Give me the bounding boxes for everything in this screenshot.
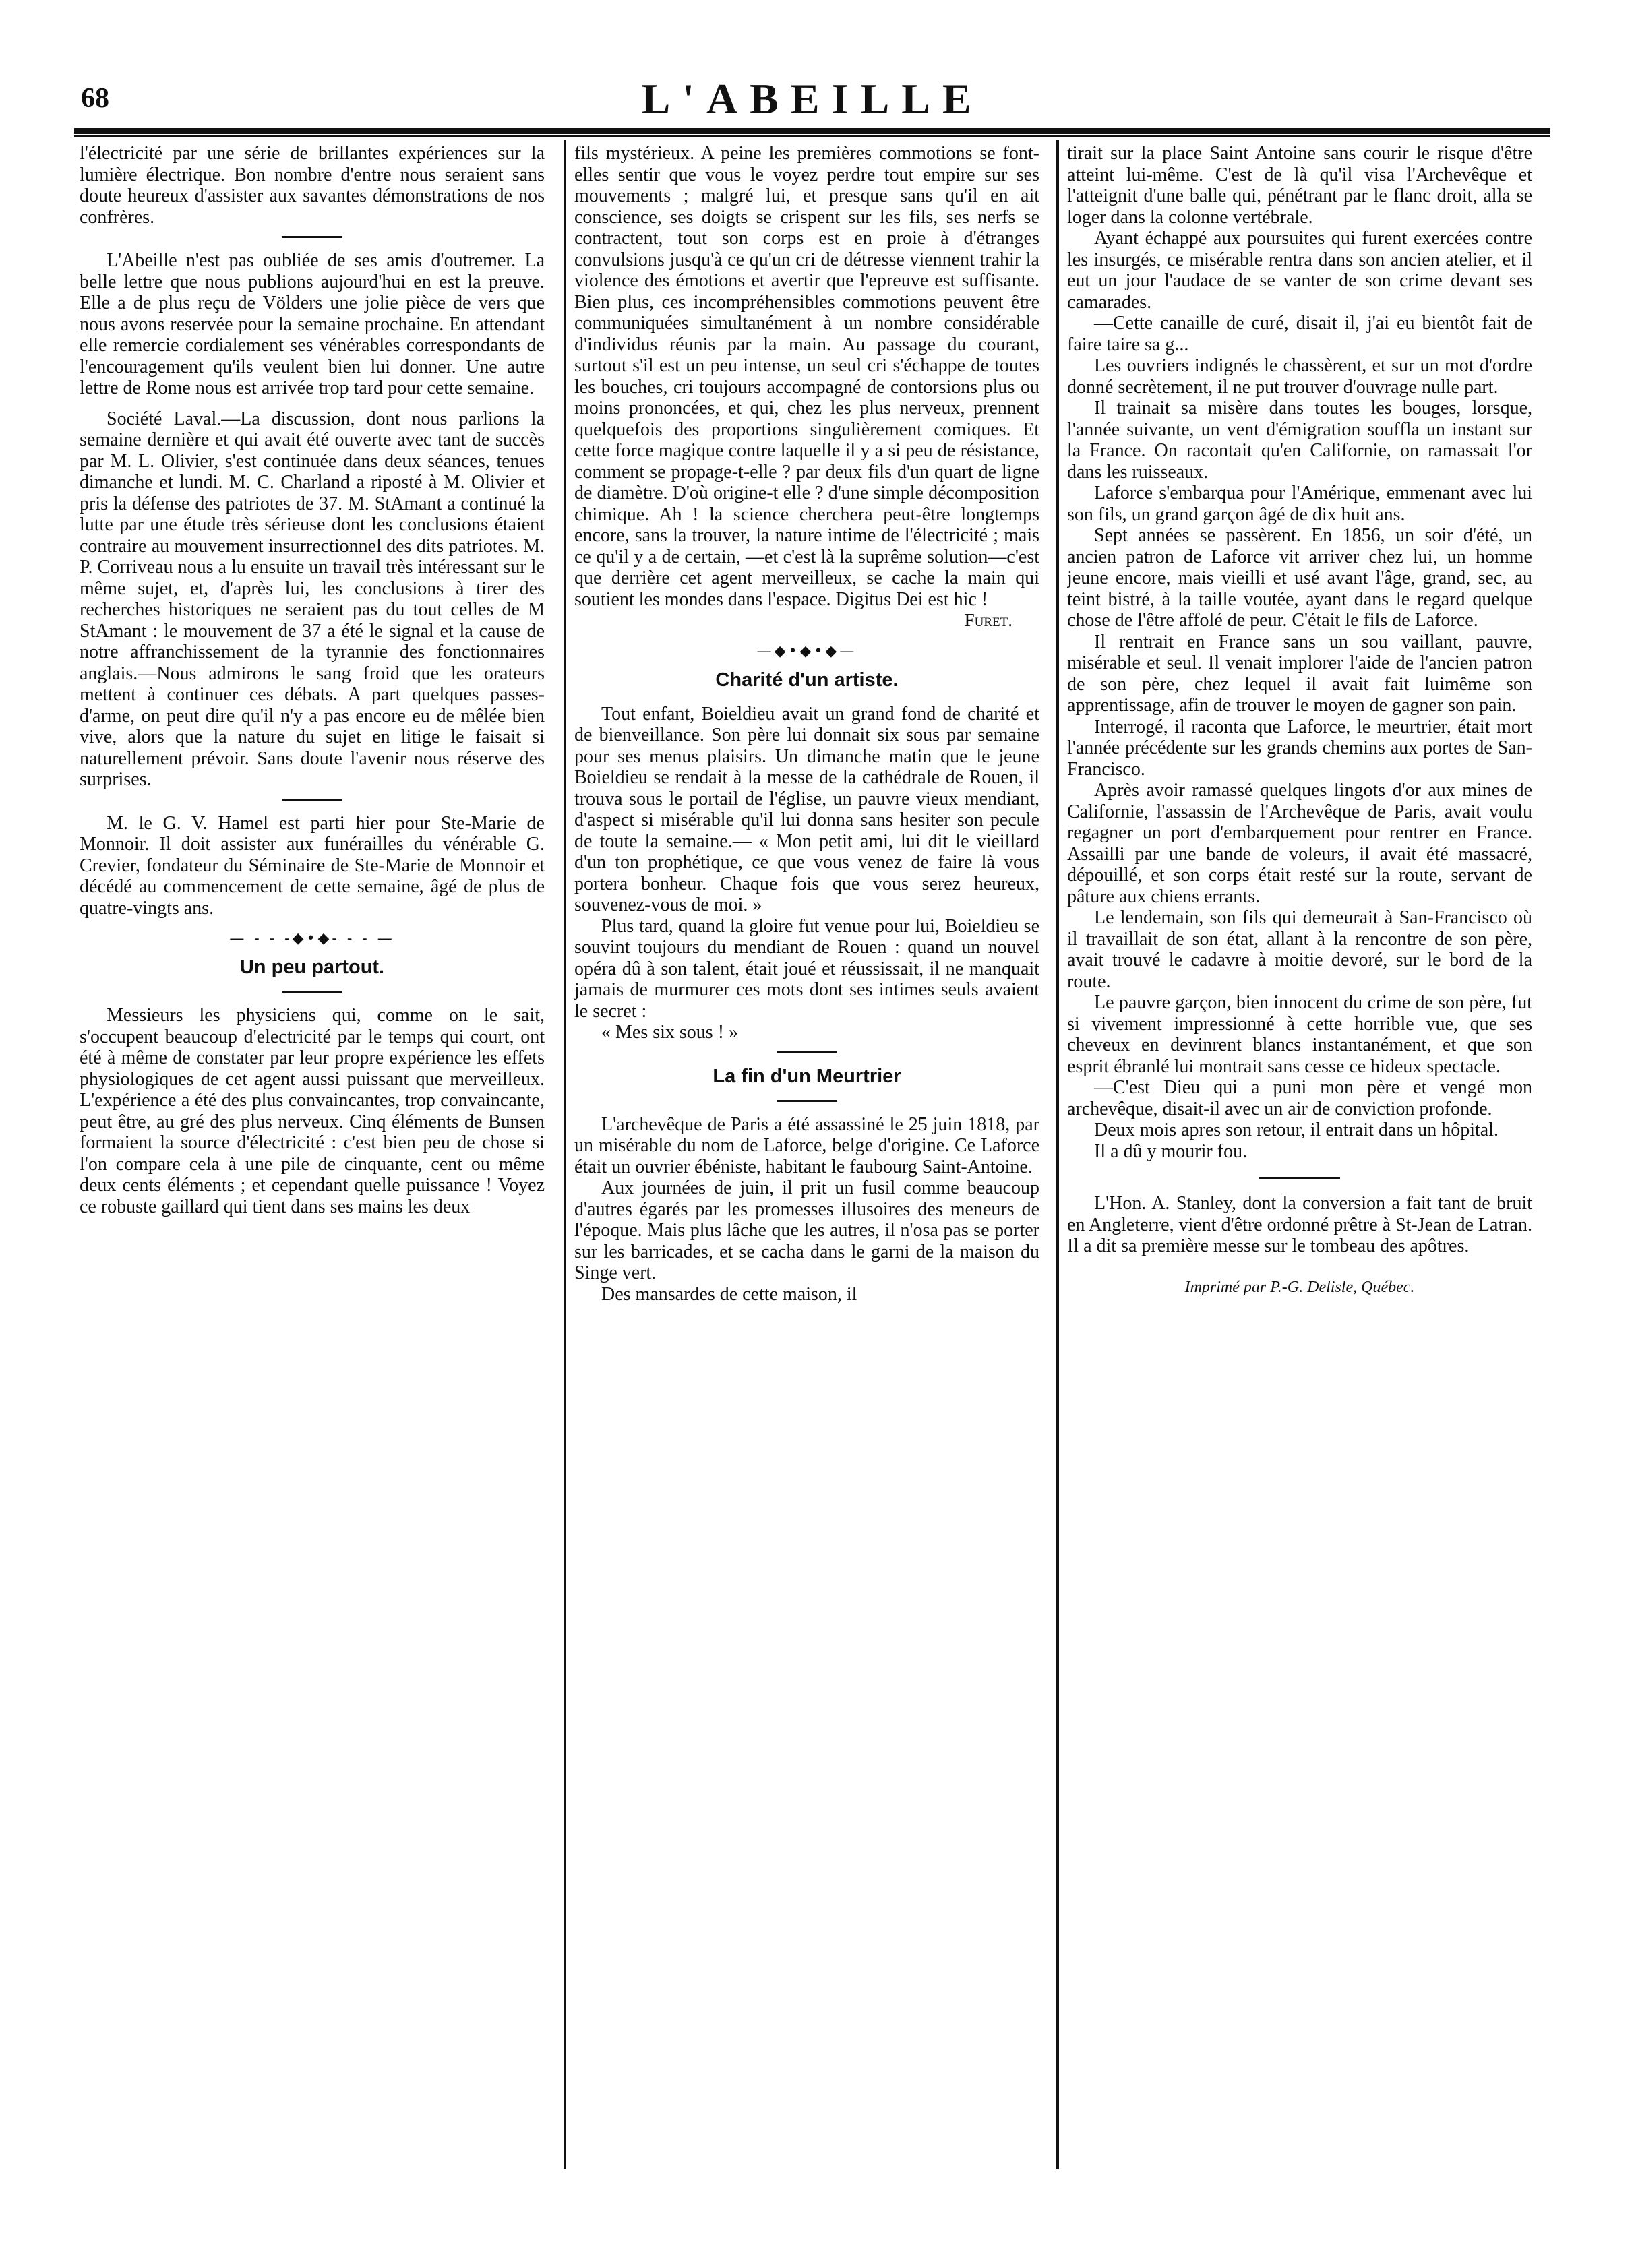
paragraph: Il rentrait en France sans un sou vaillant, pauvre, misérable et seul. Il venait implorer l'aide de l'ancien patron de son père, chez lequel il avait fait luimême son apprentissage, afin de trouver le moyen de gagner son pain.	[1067, 631, 1532, 716]
paragraph: Des mansardes de cette maison, il	[601, 1283, 857, 1305]
paragraph: Plus tard, quand la gloire fut venue pour lui, Boieldieu se souvint toujours du mendiant de Rouen : quand un nouvel opéra dû à son talent, était joué et réussissait, il ne manquait jamais de murmurer ces mots dont ses intimes seuls avaient le secret :	[574, 915, 1039, 1022]
paragraph: Interrogé, il raconta que Laforce, le meurtrier, était mort l'année précédente sur les grands chemins aux portes de San-Francisco.	[1067, 716, 1532, 780]
paragraph: fils mystérieux. A peine les premières commotions se font-elles sentir que vous le voyez perdre tout empire sur ses mouvements ; malgré lui, et presque sans qu'il en ait conscience, ses doigts se crispent sur les fils, ses nerfs se contractent, tout son corps est en proie à d'étranges convulsions jusqu'à ce qu'un cri de détresse viennent trahir la violence des émotions et avertir que l'epreuve est suffisante. Bien plus, ces incompréhensibles commotions peuvent être communiquées simultanément à un nombre considérable d'individus réunis par la main. Au passage du courant, surtout s'il est un peu intense, un seul cri s'échappe de toutes les bouches, cri toujours accompagné de contorsions plus ou moins prononcées, et qui, chez les plus nerveux, prennent quelquefois des proportions singulièrement comiques. Et cette force magique contre laquelle il y a si peu de résistance, comment se propage-t-elle ? par deux fils d'un quart de ligne de diamètre. D'où origine-t elle ? d'une simple décomposition chimique. Ah ! la science cherchera peut-être longtemps encore, sans la trouver, la nature intime de l'électricité ; mais ce qu'il y a de certain, —et c'est là la suprême solution—c'est que derrière cet agent merveilleux, se cache la main qui soutient les mondes dans l'espace. Digitus Dei est hic !	[574, 143, 1039, 610]
paragraph: l'électricité par une série de brillantes expériences sur la lumière électrique. Bon nombre d'entre nous seraient sans doute heureux d'assister aux savantes démonstrations de nos confrères.	[80, 143, 545, 228]
paragraph: Il trainait sa misère dans toutes les bouges, lorsque, l'année suivante, un vent d'émigration souffla un instant sur la France. On racontait qu'en Californie, on ramassait l'or dans les ruisseaux.	[1067, 398, 1532, 483]
ornament-divider: — - - -◆•◆- - - —	[229, 930, 395, 947]
paragraph: Aux journées de juin, il prit un fusil comme beaucoup d'autres égarés par les promesses illusoires des meneurs de l'époque. Mais plus lâche que les autres, il n'osa pas se porter sur les barricades, et se cacha dans le garni de la maison du Singe vert.	[574, 1177, 1039, 1283]
column-rule-1	[564, 140, 566, 2169]
paragraph: Tout enfant, Boieldieu avait un grand fond de charité et de bienveillance. Son père lui donnait six sous par semaine pour ses menus plaisirs. Un dimanche matin que le jeune Boieldieu se rendait à la messe de la cathédrale de Rouen, il trouva sous le portail de l'église, un pauvre vieux mendiant, d'aspect si misérable qu'il lui donna sans hesiter son pecule de toute la semaine.— « Mon petit ami, lui dit le vieillard d'un ton prophétique, ce que vous venez de faire là vous portera bonheur. Chaque fois que vous serez heureux, souvenez-vous de moi. »	[574, 703, 1039, 915]
paragraph: Deux mois apres son retour, il entrait dans un hôpital.	[1094, 1120, 1499, 1140]
paragraph: —Cette canaille de curé, disait il, j'ai eu bientôt fait de faire taire sa g...	[1067, 313, 1532, 355]
page-header	[74, 74, 1550, 128]
article-title: La fin d'un Meurtrier	[713, 1065, 901, 1087]
spacer	[80, 399, 545, 408]
column-2	[574, 143, 1039, 2205]
paragraph: Sept années se passèrent. En 1856, un soir d'été, un ancien patron de Laforce vit arriver chez lui, un homme jeune encore, mais vieilli et usé avant l'âge, grand, sec, au teint bistré, à la taille voutée, ayant dans le regard quelque chose de l'être affolé de peur. C'était le fils de Laforce.	[1067, 525, 1532, 631]
paragraph: Ayant échappé aux poursuites qui furent exercées contre les insurgés, ce misérable rentra dans son ancien atelier, et il eut un jour l'audace de se vanter de son crime devant ses camarades.	[1067, 228, 1532, 313]
paragraph: Société Laval.—La discussion, dont nous parlions la semaine dernière et qui avait été ouverte avec tant de succès par M. L. Olivier, s'est continuée dans deux séances, tenues dimanche et lundi. M. C. Charland a riposté à M. Olivier et pris la défense des patriotes de 37. M. StAmant a continué la lutte par une étude très sérieuse dont les conclusions étaient contraire au mouvement insurrectionnel des dits patriotes. M. P. Corriveau nous a lu ensuite un travail très intéressant sur le même sujet, et, d'après lui, les conclusions à tirer des recherches historiques ne seraient pas du tout celles de M StAmant : le mouvement de 37 a été le signal et la cause de notre affranchissement de la tyrannie des fonctionnaires anglais.—Nous admirons le sang froid que les orateurs mettent à continuer ces débats. A part quelques passes-d'arme, on peut dire qu'il n'y a pas encore eu de mêlée bien vive, alors que la nature du sujet en litige le faisait si naturellement prévoir. Sans doute l'avenir nous réserve des surprises.	[80, 408, 545, 790]
separator-rule	[282, 236, 342, 238]
header-rule	[74, 128, 1550, 137]
paragraph: Laforce s'embarqua pour l'Amérique, emmenant avec lui son fils, un grand garçon âgé de dix huit ans.	[1067, 483, 1532, 525]
paragraph: Le pauvre garçon, bien innocent du crime de son père, fut si vivement impressionné à cette horrible vue, que ses cheveux en devinrent blancs instantanément, et que son esprit ébranlé lui montrait sans cesse ce hideux spectacle.	[1067, 992, 1532, 1077]
paragraph: Il a dû y mourir fou.	[1094, 1140, 1248, 1162]
paragraph: L'Abeille n'est pas oubliée de ses amis d'outremer. La belle lettre que nous publions aujourd'hui en est la preuve. Elle a de plus reçu de Völders une jolie pièce de vers que nous avons reservée pour la semaine prochaine. En attendant elle remercie cordialement ses vénérables correspondants de l'encouragement qu'ils veulent bien lui donner. Une autre lettre de Rome nous est arrivée trop tard pour cette semaine.	[80, 250, 545, 398]
separator-rule	[777, 1051, 837, 1053]
separator-rule	[282, 991, 342, 993]
column-rule-2	[1056, 140, 1059, 2169]
signature: Furet.	[964, 610, 1012, 630]
article-title: Charité d'un artiste.	[715, 669, 899, 691]
masthead-title: L'ABEILLE	[641, 75, 984, 123]
paragraph: M. le G. V. Hamel est parti hier pour Ste-Marie de Monnoir. Il doit assister aux funérailles du vénérable G. Crevier, fondateur du Séminaire de Ste-Marie de Monnoir et décédé au commencement de cette semaine, âgé de plus de quatre-vingts ans.	[80, 812, 545, 919]
ornament-divider: —◆•◆•◆—	[756, 642, 857, 660]
paragraph: Le lendemain, son fils qui demeurait à San-Francisco où il travaillait de son état, allant à la rencontre de son père, avait trouvé le cadavre à moitie devoré, sur le bord de la route.	[1067, 907, 1532, 992]
column-3	[1067, 143, 1532, 2205]
paragraph: Après avoir ramassé quelques lingots d'or aux mines de Californie, l'assassin de l'Archevêque de Paris, avait voulu regagner un port d'embarquement pour rentrer en France. Assailli par une bande de voleurs, il avait été massacré, dépouillé, et son corps était resté sur la route, servant de pâture aux chiens errants.	[1067, 780, 1532, 907]
page-number: 68	[81, 83, 109, 114]
separator-rule	[282, 799, 342, 801]
paragraph: Messieurs les physiciens qui, comme on le sait, s'occupent beaucoup d'electricité par le temps qui court, ont été à même de constater par leur propre expérience les effets physiologiques de cet agent aussi puissant que merveilleux. L'expérience a été des plus convaincantes, trop convaincante, peut être, au gré des plus nerveux. Cinq éléments de Bunsen formaient la source d'électricité : c'est bien peu de chose si l'on compare cela à une pile de cinquante, cent ou même deux cents éléments ; et cependant quelle puissance ! Voyez ce robuste gaillard qui tient dans ses mains les deux	[80, 1005, 545, 1217]
separator-rule	[777, 1100, 837, 1102]
article-title: Un peu partout.	[239, 956, 385, 978]
paragraph: tirait sur la place Saint Antoine sans courir le risque d'être atteint lui-même. C'est de là qu'il visa l'Archevêque et l'atteignit d'une balle qui, pénétrant par le flanc droit, alla se loger dans la colonne vertébrale.	[1067, 143, 1532, 228]
paragraph: « Mes six sous ! »	[601, 1022, 739, 1043]
paragraph: L'archevêque de Paris a été assassiné le 25 juin 1818, par un misérable du nom de Laforce, belge d'origine. Ce Laforce était un ouvrier ébéniste, habitant le faubourg Saint-Antoine.	[574, 1113, 1039, 1177]
paragraph: —C'est Dieu qui a puni mon père et vengé mon archevêque, disait-il avec un air de conviction profonde.	[1067, 1077, 1532, 1120]
paragraph: Les ouvriers indignés le chassèrent, et sur un mot d'ordre donné secrètement, il ne put trouver d'ouvrage nulle part.	[1067, 355, 1532, 398]
printer-imprint: Imprimé par P.-G. Delisle, Québec.	[1184, 1278, 1415, 1296]
paragraph: L'Hon. A. Stanley, dont la conversion a fait tant de bruit en Angleterre, vient d'être ordonné prêtre à St-Jean de Latran. Il a dit sa première messe sur le tombeau des apôtres.	[1067, 1193, 1532, 1256]
column-1	[80, 143, 545, 2205]
separator-rule	[1259, 1177, 1340, 1179]
